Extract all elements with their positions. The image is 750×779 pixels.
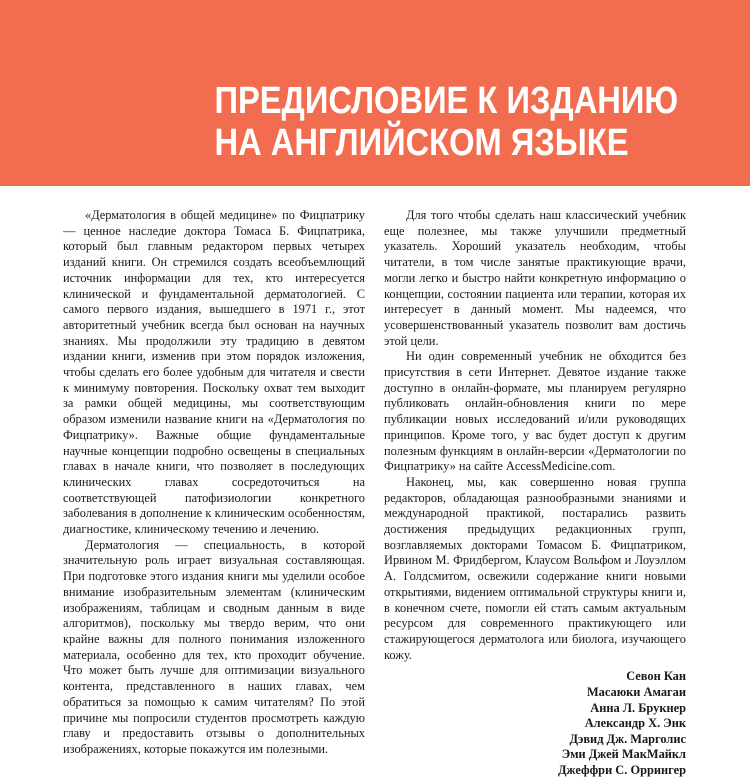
signature: Джеффри С. Оррингер [558,762,686,777]
right-column [384,208,686,779]
paragraph: «Дерматология в общей медицине» по Фицпатрику — ценное наследие доктора Томаса Б. Фицпатрика, который был главным редактором первых четырех изданий книги. Он стремился создать всеобъемлющий источник информации для тех, кто интересуется клинической и фундаментальной дерматологией. С самого первого издания, вышедшего в 1971 г., этот авторитетный учебник всегда был основан на научных знаниях. Мы продолжили эту традицию в девятом издании книги, изменив при этом порядок изложения, чтобы сделать его более удобным для читателя и свести к минимуму повторения. Поскольку охват тем выходит за рамки общей медицины, мы соответствующим образом изменили название книги на «Дерматология по Фицпатрику». Важные общие фундаментальные научные концепции подробно освещены в специальных главах в начале книги, что позволяет в последующих клинических главах сосредоточиться на соответствующей патофизиологии конкретного заболевания в дополнение к клиническим особенностям, диагностике, клиническому течению и лечению. [63,208,365,537]
title-line-2: НА АНГЛИЙСКОМ ЯЗЫКЕ [214,122,629,164]
signature: Анна Л. Брукнер [590,700,686,715]
signature: Александр Х. Энк [584,716,686,731]
signature: Эми Джей МакМайкл [561,747,686,762]
signature-list [384,669,686,778]
paragraph: Ни один современный учебник не обходится без присутствия в сети Интернет. Девятое издание также доступно в онлайн-формате, мы планируем регулярно публиковать онлайн-обновления книги по мере публикации новых исследований и/или руководящих принципов. Кроме того, у вас будет доступ к другим полезным функциям в онлайн-версии «Дерматологии по Фицпатрику» на сайте AccessMedicine.com. [384,349,686,474]
signature: Севон Кан [626,669,686,684]
page-title [214,80,678,164]
title-line-1: ПРЕДИСЛОВИЕ К ИЗДАНИЮ [214,80,678,122]
signature: Масаюки Амагаи [586,684,686,699]
signature: Дэвид Дж. Марголис [569,731,686,746]
left-column [63,208,365,758]
paragraph: Дерматология — специальность, в которой значительную роль играет визуальная составляющая. При подготовке этого издания книги мы уделили особое внимание изобразительным элементам (клиническим изображениям, таблицам и сводным данным в виде алгоритмов), поскольку мы твердо верим, что они крайне важны для полного понимания изложенного материала, особенно для тех, кто проходит обучение. Что может быть лучше для оптимизации визуального контента, представленного в наших главах, чем обратиться за помощью к самим читателям? По этой причине мы попросили студентов просмотреть каждую главу и предоставить отзывы о дополнительных изображениях, которые покажутся им полезными. [63,537,365,756]
paragraph: Для того чтобы сделать наш классический учебник еще полезнее, мы также улучшили предметный указатель. Хороший указатель необходим, чтобы читатели, в том числе занятые практикующие врачи, могли легко и быстро найти конкретную информацию о концепции, состоянии пациента или терапии, которая их интересует в данный момент. Мы надеемся, что усовершенствованный указатель позволит вам достичь этой цели. [384,208,686,348]
paragraph: Наконец, мы, как совершенно новая группа редакторов, обладающая разнообразными знаниями и международной практикой, постарались развить достижения предыдущих редакционных групп, возглавляемых докторами Томасом Б. Фицпатриком, Ирвином М. Фридбергом, Клаусом Вольфом и Лоуэллом А. Голдсмитом, освежили содержание книги новыми открытиями, видением оптимальной структуры книги и, в конечном счете, помогли ей стать самым актуальным ресурсом для современного практикующего или стажирующегося дерматолога или биолога, изучающего кожу. [384,474,686,662]
header-banner [0,0,750,186]
